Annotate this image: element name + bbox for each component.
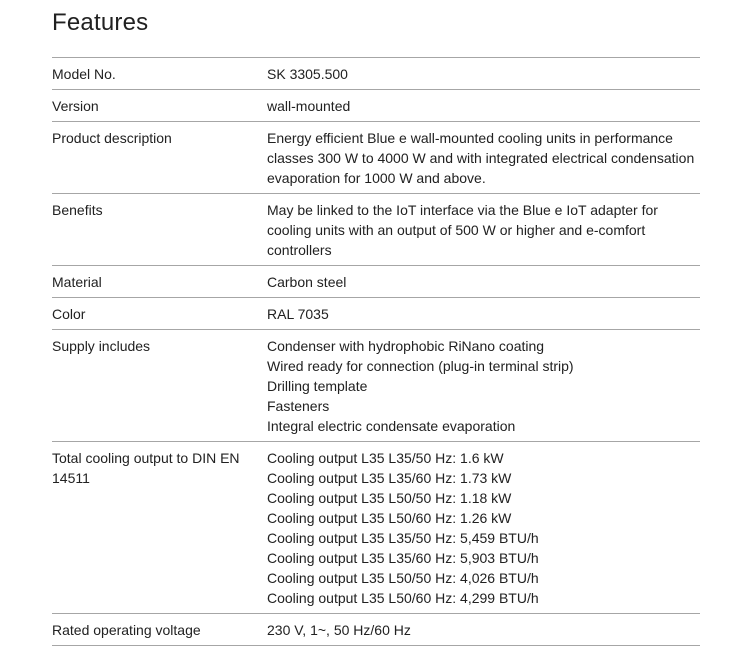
row-value-line: Carbon steel [267,274,347,290]
row-value [267,128,700,188]
row-value-line: wall-mounted [267,98,351,114]
row-value [267,620,700,640]
table-row [52,297,700,329]
row-value-line: Cooling output L35 L50/60 Hz: 1.26 kW [267,510,512,526]
row-label: Material [52,274,102,290]
row-value-line: May be linked to the IoT interface via the Blue e IoT adapter for cooling units with an output of 500 W or higher and e-comfort controllers [267,202,658,258]
features-page [52,8,700,646]
row-value-line: Cooling output L35 L35/60 Hz: 1.73 kW [267,470,512,486]
row-label: Supply includes [52,338,151,354]
row-value-line: Drilling template [267,378,368,394]
row-value-line: Integral electric condensate evaporation [267,418,516,434]
table-row [52,441,700,613]
row-value-line: Cooling output L35 L50/60 Hz: 4,299 BTU/h [267,590,539,606]
row-label: Total cooling output to DIN EN 14511 [52,450,240,486]
row-value-line: Cooling output L35 L35/50 Hz: 5,459 BTU/h [267,530,539,546]
table-row [52,57,700,89]
row-value-line: Energy efficient Blue e wall-mounted cooling units in performance classes 300 W to 4000 W and with integrated electrical condensation evaporation for 1000 W and above. [267,130,695,186]
row-value-line: Fasteners [267,398,330,414]
row-value-line: Wired ready for connection (plug-in terminal strip) [267,358,574,374]
row-label: Product description [52,130,172,146]
row-value [267,448,700,608]
row-value-line: Cooling output L35 L50/50 Hz: 4,026 BTU/h [267,570,539,586]
row-value [267,96,700,116]
row-label: Version [52,98,99,114]
row-value-line: 230 V, 1~, 50 Hz/60 Hz [267,622,411,638]
table-row [52,89,700,121]
row-value [267,336,700,436]
table-row [52,121,700,193]
row-value-line: Cooling output L35 L35/60 Hz: 5,903 BTU/h [267,550,539,566]
row-label: Model No. [52,66,116,82]
row-value-line: Cooling output L35 L35/50 Hz: 1.6 kW [267,450,504,466]
row-value [267,304,700,324]
row-value [267,64,700,84]
row-label: Benefits [52,202,103,218]
row-value [267,200,700,260]
row-value-line: RAL 7035 [267,306,329,322]
table-row [52,613,700,645]
row-value-line: SK 3305.500 [267,66,348,82]
row-value-line: Condenser with hydrophobic RiNano coating [267,338,545,354]
features-spec-table [52,57,700,646]
table-row [52,265,700,297]
page-title: Features [52,9,149,36]
table-row [52,329,700,441]
row-label: Color [52,306,86,322]
table-row [52,193,700,265]
row-label: Rated operating voltage [52,622,201,638]
row-value [267,272,700,292]
row-value-line: Cooling output L35 L50/50 Hz: 1.18 kW [267,490,512,506]
